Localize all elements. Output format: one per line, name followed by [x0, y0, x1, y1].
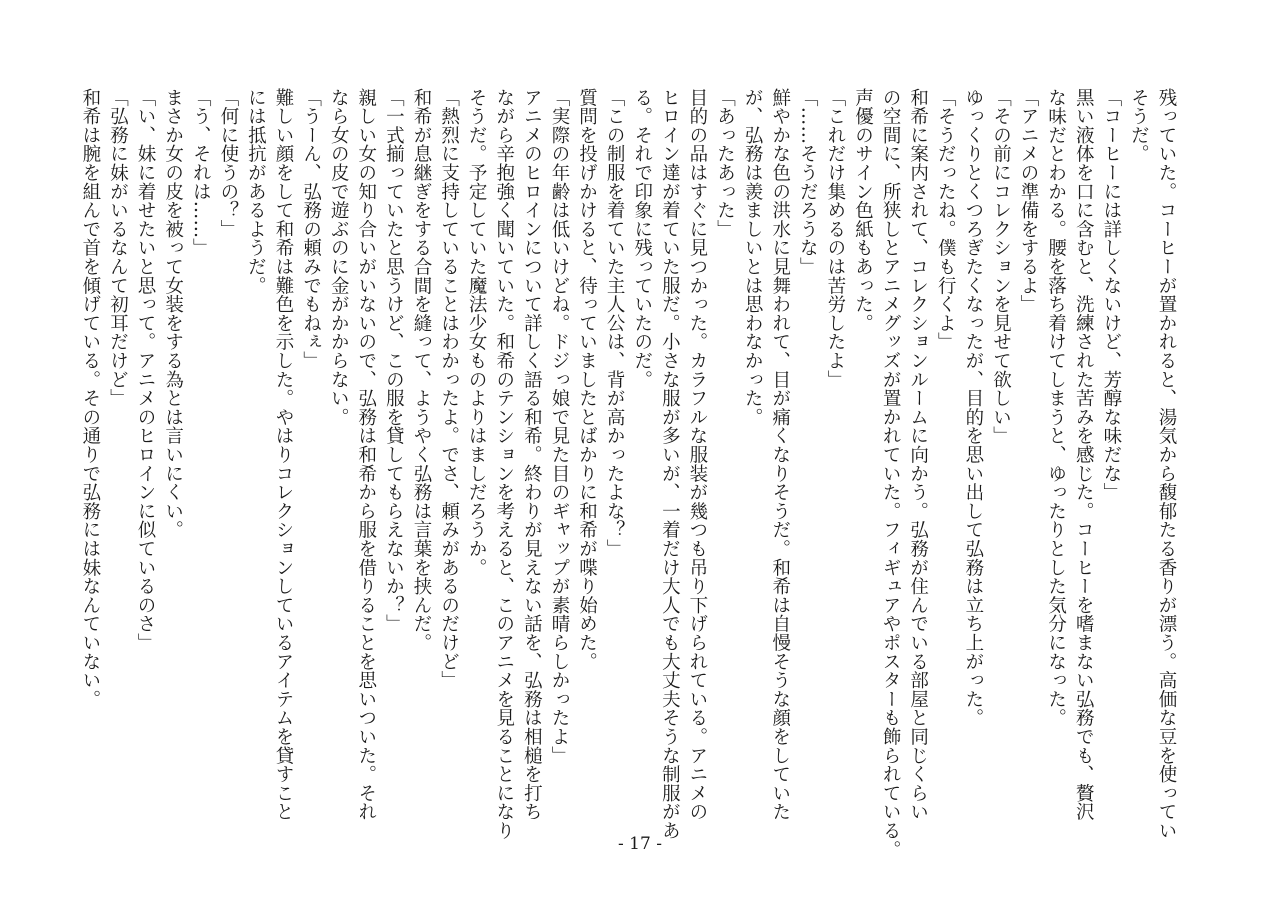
text-line: そうだ。 [1128, 88, 1150, 164]
text-line: る。それで印象に残っていたのだ。 [631, 88, 653, 389]
text-line: 黒い液体を口に含むと、洗練された苦みを感じた。コーヒーを嗜まない弘務でも、贅沢 [1073, 88, 1095, 822]
text-line: の空間に、所狭しとアニメグッズが置かれていた。フィギュアやポスターも飾られている。 [880, 88, 902, 859]
text-line: まさか女の皮を被って女装をする為とは言いにくい。 [162, 88, 184, 540]
text-line: 「この制服を着ていた主人公は、背が高かったよな？」 [604, 88, 626, 558]
text-line: 「う、それは……」 [190, 88, 212, 258]
text-line: 「うーん、弘務の頼みでもねぇ」 [300, 88, 322, 370]
text-line: ながら辛抱強く聞いていた。和希のテンションを考えると、このアニメを見ることになり [493, 88, 515, 840]
text-line: 「……そうだろうな」 [797, 88, 819, 276]
text-line: なら女の皮で遊ぶのに金がかからない。 [328, 88, 350, 427]
text-line: 「一式揃っていたと思うけど、この服を貸してもらえないか？」 [383, 88, 405, 634]
text-line: 難しい顔をして和希は難色を示した。やはりコレクションしているアイテムを貸すこと [273, 88, 294, 822]
text-line: 和希に案内されて、コレクションルームに向かう。弘務が住んでいる部屋と同じくらい [907, 88, 929, 822]
text-line: 「その前にコレクションを見せて欲しい」 [990, 88, 1012, 446]
page-number: - 17 - [618, 834, 662, 854]
text-line: 「アニメの準備をするよ」 [1018, 88, 1040, 314]
text-line: 「熱烈に支持していることはわかったよ。でさ、頼みがあるのだけど」 [438, 88, 460, 690]
text-line: な味だとわかる。腰を落ち着けてしまうと、ゆったりとした気分になった。 [1045, 88, 1067, 728]
text-line: 「弘務に妹がいるなんて初耳だけど」 [107, 88, 129, 408]
text-line: 残っていた。コーヒーが置かれると、湯気から馥郁たる香りが漂う。高価な豆を使ってい [1156, 88, 1177, 840]
text-line: 「い、妹に着せたいと思って。アニメのヒロインに似ているのさ」 [135, 88, 157, 652]
text-line: 和希は腕を組んで首を傾げている。その通りで弘務には妹なんていない。 [79, 88, 101, 709]
text-line: 声優のサイン色紙もあった。 [852, 88, 874, 333]
text-line: 「実際の年齢は低いけどね。ドジっ娘で見た目のギャップが素晴らしかったよ」 [548, 88, 570, 765]
text-line: アニメのヒロインについて詳しく語る和希。終わりが見えない話を、弘務は相槌を打ち [521, 88, 543, 822]
text-line: 目的の品はすぐに見つかった。カラフルな服装が幾つも吊り下げられている。アニメの [686, 88, 708, 822]
text-line: ゆっくりとくつろぎたくなったが、目的を思い出して弘務は立ち上がった。 [962, 88, 984, 728]
text-line: 和希が息継ぎをする合間を縫って、ようやく弘務は言葉を挟んだ。 [410, 88, 432, 652]
text-line: 「何に使うの？」 [217, 88, 239, 239]
text-line: 「あったあった」 [714, 88, 736, 239]
text-line: 質問を投げかけると、待っていましたとばかりに和希が喋り始めた。 [576, 88, 598, 671]
text-line: そうだ。予定していた魔法少女ものよりはましだろうか。 [466, 88, 488, 577]
text-line: 鮮やかな色の洪水に見舞われて、目が痛くなりそうだ。和希は自慢そうな顔をしていた [769, 88, 791, 822]
text-line: が、弘務は羨ましいとは思わなかった。 [742, 88, 764, 427]
text-line: 親しい女の知り合いがいないので、弘務は和希から服を借りることを思いついた。それ [355, 88, 377, 822]
text-line: 「そうだったね。僕も行くよ」 [935, 88, 957, 352]
text-line: ヒロイン達が着ていた服だ。小さな服が多いが、一着だけ大人でも大丈夫そうな制服があ [659, 88, 681, 840]
text-line: 「これだけ集めるのは苦労したよ」 [824, 88, 846, 389]
text-line: には抵抗があるようだ。 [245, 88, 267, 295]
text-line: 「コーヒーには詳しくないけど、芳醇な味だな」 [1100, 88, 1122, 502]
